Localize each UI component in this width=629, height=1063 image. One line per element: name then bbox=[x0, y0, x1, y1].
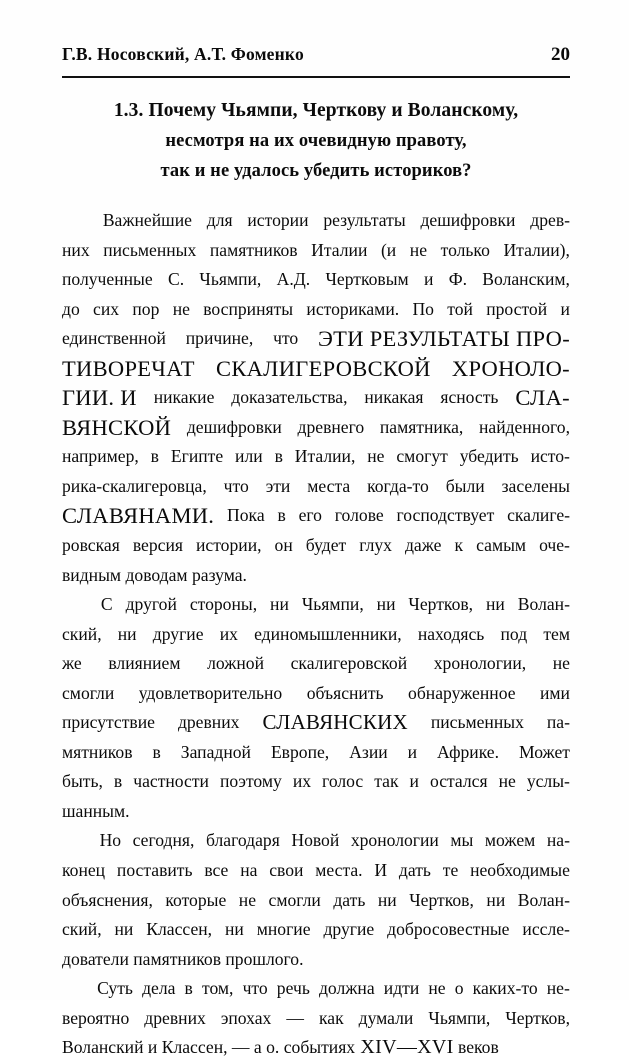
word: пор bbox=[132, 298, 160, 319]
paragraph bbox=[62, 974, 570, 1063]
text-line bbox=[62, 442, 570, 472]
word: мы bbox=[450, 830, 474, 851]
word: ЭТИ РЕЗУЛЬТАТЫ ПРО- bbox=[318, 326, 570, 352]
text-line bbox=[62, 679, 570, 709]
word: ский, bbox=[62, 919, 102, 940]
word: веков bbox=[453, 1037, 499, 1058]
word: памятников bbox=[209, 239, 298, 260]
word: ими bbox=[540, 682, 570, 703]
word: и bbox=[560, 298, 570, 319]
word: СКАЛИГЕРОВСКОЙ bbox=[216, 355, 431, 381]
text-line bbox=[62, 1033, 570, 1063]
word: мятников bbox=[62, 741, 133, 762]
word: Чертков, bbox=[409, 889, 474, 910]
word: — bbox=[227, 1037, 250, 1058]
text-line bbox=[62, 974, 570, 1004]
word: добросовестные bbox=[387, 919, 510, 940]
word: дать bbox=[398, 860, 431, 881]
word: голове bbox=[334, 505, 384, 526]
word: Но bbox=[99, 830, 122, 851]
word: о. событиях bbox=[261, 1037, 356, 1058]
word: необходимые bbox=[470, 860, 570, 881]
text-line bbox=[62, 1004, 570, 1034]
word: памятника, bbox=[379, 416, 464, 437]
word: не- bbox=[546, 978, 570, 999]
word: никакие bbox=[153, 387, 215, 408]
word: скалигеровской bbox=[290, 653, 408, 674]
word: ГИИ. И bbox=[62, 385, 137, 411]
word: шанным. bbox=[62, 800, 130, 821]
word: той bbox=[447, 298, 473, 319]
word: их bbox=[219, 623, 238, 644]
word: ровская bbox=[62, 535, 120, 556]
word: конец bbox=[62, 860, 106, 881]
word: Западной bbox=[180, 741, 251, 762]
word: хронологии, bbox=[433, 653, 527, 674]
word: в bbox=[150, 446, 159, 467]
word: древних bbox=[177, 712, 240, 733]
text-line bbox=[62, 501, 570, 531]
paragraph bbox=[62, 826, 570, 974]
word: быть, bbox=[62, 771, 103, 792]
word: По bbox=[412, 298, 434, 319]
word: Чертковым bbox=[325, 269, 409, 290]
word: многие bbox=[256, 919, 311, 940]
word: доказательства, bbox=[231, 387, 348, 408]
word: результаты bbox=[323, 210, 406, 230]
word: С bbox=[100, 594, 113, 615]
word: Европе, bbox=[270, 741, 330, 762]
word: речь bbox=[276, 978, 310, 999]
text-line bbox=[62, 354, 570, 384]
word: другие bbox=[323, 919, 375, 940]
word: поставить bbox=[116, 860, 193, 881]
word: все bbox=[204, 860, 229, 881]
word: даже bbox=[404, 535, 442, 556]
word: ни bbox=[117, 623, 137, 644]
word: остался bbox=[429, 771, 488, 792]
word: истории, bbox=[196, 535, 262, 556]
word: удовлетворительно bbox=[138, 682, 283, 703]
word: Воланским, bbox=[482, 269, 570, 290]
word: скалиге- bbox=[507, 505, 570, 526]
indent-space bbox=[62, 974, 88, 1004]
word: не bbox=[552, 653, 570, 674]
word: том, bbox=[201, 978, 234, 999]
indent-space bbox=[62, 590, 88, 620]
word: XIV—XVI bbox=[355, 1036, 454, 1059]
word: единственной bbox=[62, 328, 166, 349]
word: тем bbox=[543, 623, 570, 644]
word: благодаря bbox=[205, 830, 280, 851]
word: СЛА- bbox=[515, 385, 570, 411]
word: каких-то bbox=[472, 978, 538, 999]
word: смогли bbox=[268, 889, 321, 910]
text-line bbox=[62, 945, 570, 975]
word: па- bbox=[546, 712, 570, 733]
section-heading-line-1: 1.3. Почему Чьямпи, Черткову и Воланскому, bbox=[113, 100, 519, 121]
word: — bbox=[286, 1007, 304, 1028]
word: дать bbox=[333, 889, 366, 910]
word: ни bbox=[114, 919, 134, 940]
word: когда-то bbox=[367, 475, 429, 496]
word: будет bbox=[305, 535, 347, 556]
word: в bbox=[184, 978, 193, 999]
word: можем bbox=[484, 830, 536, 851]
word: письменных bbox=[430, 712, 524, 733]
word: же bbox=[62, 653, 82, 674]
word: объяснения, bbox=[62, 889, 153, 910]
word: полученные bbox=[62, 269, 153, 290]
word: истории bbox=[247, 210, 309, 230]
word: думали bbox=[358, 1007, 414, 1028]
text-line bbox=[62, 265, 570, 295]
word: ни bbox=[486, 889, 506, 910]
word: в bbox=[277, 505, 286, 526]
word: Важнейшие bbox=[102, 210, 192, 230]
text-line bbox=[62, 649, 570, 679]
text-line bbox=[62, 324, 570, 354]
word: ТИВОРЕЧАТ bbox=[62, 355, 195, 381]
word: С. bbox=[167, 269, 185, 290]
word: услы- bbox=[526, 771, 570, 792]
word: о bbox=[454, 978, 464, 999]
word: другие bbox=[152, 623, 204, 644]
word: восприняты bbox=[203, 298, 294, 319]
word: стороны, bbox=[189, 594, 258, 615]
word: другой bbox=[125, 594, 177, 615]
word: заселены bbox=[501, 475, 570, 496]
text-line bbox=[62, 295, 570, 325]
word: не bbox=[238, 889, 257, 910]
indent-space bbox=[62, 826, 88, 856]
word: должна bbox=[318, 978, 375, 999]
word: не bbox=[428, 978, 446, 999]
word: Италии bbox=[311, 239, 368, 260]
word: только bbox=[440, 239, 490, 260]
text-line bbox=[62, 856, 570, 886]
text-line bbox=[62, 620, 570, 650]
word: ни bbox=[377, 889, 397, 910]
word: Воланский bbox=[62, 1037, 144, 1058]
indent-space bbox=[62, 206, 88, 236]
word: и bbox=[409, 771, 419, 792]
word: видным доводам разума. bbox=[62, 564, 247, 585]
word: А.Д. bbox=[276, 269, 311, 290]
word: и bbox=[143, 1037, 158, 1058]
text-line bbox=[62, 413, 570, 443]
word: древнего bbox=[297, 416, 365, 437]
word: убедить bbox=[459, 446, 519, 467]
word: в bbox=[113, 771, 123, 792]
section-heading-line-3: так и не удалось убедить историков? bbox=[160, 161, 472, 181]
text-line bbox=[62, 206, 570, 236]
word: которые bbox=[165, 889, 227, 910]
word: дешифровки bbox=[186, 416, 282, 437]
word: рика-скалигеровца, bbox=[62, 475, 207, 496]
word: сегодня, bbox=[132, 830, 195, 851]
word: он bbox=[274, 535, 293, 556]
word: Чьямпи, bbox=[199, 269, 262, 290]
word: Классен, bbox=[146, 919, 213, 940]
word: в bbox=[274, 446, 283, 467]
word: или bbox=[235, 446, 263, 467]
word: и bbox=[407, 741, 418, 762]
word: СЛАВЯНАМИ. bbox=[62, 503, 215, 529]
word: глух bbox=[359, 535, 392, 556]
word: найденного, bbox=[478, 416, 570, 437]
word: историками. bbox=[306, 298, 400, 319]
word: что bbox=[223, 475, 249, 496]
text-line bbox=[62, 886, 570, 916]
paragraph bbox=[62, 206, 570, 590]
word: Классен, bbox=[157, 1037, 228, 1058]
word: Египте bbox=[170, 446, 224, 467]
word: исто- bbox=[530, 446, 570, 467]
word: голос bbox=[322, 771, 364, 792]
word: Чьямпи, bbox=[301, 594, 364, 615]
word: как bbox=[318, 1007, 344, 1028]
text-line bbox=[62, 915, 570, 945]
word: оче- bbox=[539, 535, 570, 556]
paragraph bbox=[62, 590, 570, 826]
word: СЛАВЯНСКИХ bbox=[262, 710, 408, 735]
word: вероятно bbox=[62, 1007, 130, 1028]
word: иссле- bbox=[522, 919, 570, 940]
word: что bbox=[273, 328, 299, 349]
word: те bbox=[442, 860, 459, 881]
text-line bbox=[62, 561, 570, 591]
word: версия bbox=[132, 535, 183, 556]
word: Африке. bbox=[437, 741, 500, 762]
word: не bbox=[172, 298, 190, 319]
word: Чертков, bbox=[505, 1007, 570, 1028]
word: дела bbox=[142, 978, 176, 999]
word: были bbox=[445, 475, 485, 496]
word: Волан- bbox=[517, 594, 570, 615]
word: эти bbox=[265, 475, 291, 496]
word: места bbox=[307, 475, 351, 496]
word: никакая bbox=[364, 387, 424, 408]
word: Новой bbox=[291, 830, 340, 851]
word: эпохах bbox=[220, 1007, 272, 1028]
word: Азии bbox=[349, 741, 388, 762]
word: ни bbox=[486, 594, 505, 615]
word: дешифровки bbox=[420, 210, 516, 230]
header-authors: Г.В. Носовский, А.Т. Фоменко bbox=[62, 44, 304, 64]
body-text bbox=[62, 206, 570, 1063]
word: его bbox=[298, 505, 322, 526]
text-line bbox=[62, 826, 570, 856]
word: их bbox=[292, 771, 312, 792]
word: Суть bbox=[97, 978, 133, 999]
text-line bbox=[62, 797, 570, 827]
word: письменных bbox=[103, 239, 197, 260]
word: древних bbox=[144, 1007, 206, 1028]
header-rule bbox=[62, 76, 570, 78]
word: ни bbox=[376, 594, 396, 615]
text-line bbox=[62, 767, 570, 797]
text-line bbox=[62, 472, 570, 502]
text-line bbox=[62, 708, 570, 738]
word: Чертков, bbox=[408, 594, 474, 615]
word: ский, bbox=[62, 623, 102, 644]
word: дователи памятников прошлого. bbox=[62, 948, 304, 969]
word: под bbox=[500, 623, 528, 644]
text-line bbox=[62, 236, 570, 266]
word: И bbox=[374, 860, 388, 881]
word: так bbox=[374, 771, 399, 792]
word: на- bbox=[546, 830, 570, 851]
word: ложной bbox=[207, 653, 265, 674]
word: них bbox=[62, 239, 90, 260]
word: идти bbox=[383, 978, 420, 999]
word: Может bbox=[518, 741, 570, 762]
word: объяснить bbox=[306, 682, 384, 703]
word: что bbox=[242, 978, 268, 999]
word: в bbox=[152, 741, 161, 762]
word: господствует bbox=[396, 505, 495, 526]
word: смогли bbox=[62, 682, 115, 703]
section-heading-line-2: несмотря на их очевидную правоту, bbox=[165, 131, 467, 151]
word: влиянием bbox=[108, 653, 181, 674]
word: ХРОНОЛО- bbox=[451, 355, 570, 381]
word: находясь bbox=[417, 623, 485, 644]
word: к bbox=[454, 535, 464, 556]
word: не bbox=[498, 771, 516, 792]
word: ни bbox=[270, 594, 289, 615]
word: (и bbox=[380, 239, 397, 260]
word: например, bbox=[62, 446, 139, 467]
word: и bbox=[423, 269, 434, 290]
page-number: 20 bbox=[551, 44, 570, 65]
word: не bbox=[367, 446, 385, 467]
word: Чьямпи, bbox=[428, 1007, 491, 1028]
word: Италии), bbox=[503, 239, 570, 260]
word: поэтому bbox=[219, 771, 282, 792]
word: для bbox=[206, 210, 233, 230]
word: а bbox=[249, 1037, 262, 1058]
word: смогут bbox=[396, 446, 448, 467]
word: причине, bbox=[185, 328, 254, 349]
word: Пока bbox=[227, 505, 265, 526]
word: до bbox=[62, 298, 80, 319]
word: ни bbox=[224, 919, 244, 940]
word: единомышленники, bbox=[254, 623, 402, 644]
word: древ- bbox=[530, 210, 570, 230]
word: не bbox=[409, 239, 428, 260]
word: присутствие bbox=[62, 712, 155, 733]
word: Волан- bbox=[517, 889, 570, 910]
text-line bbox=[62, 590, 570, 620]
running-header bbox=[62, 44, 570, 66]
word: обнаруженное bbox=[408, 682, 516, 703]
word: сих bbox=[93, 298, 120, 319]
text-line bbox=[62, 531, 570, 561]
text-line bbox=[62, 383, 570, 413]
word: места. bbox=[315, 860, 363, 881]
word: ясность bbox=[440, 387, 499, 408]
word: частности bbox=[133, 771, 209, 792]
word: ВЯНСКОЙ bbox=[62, 414, 172, 440]
section-heading bbox=[62, 96, 570, 186]
word: Италии, bbox=[294, 446, 356, 467]
word: Ф. bbox=[448, 269, 467, 290]
word: самым bbox=[476, 535, 527, 556]
word: простой bbox=[486, 298, 548, 319]
word: на bbox=[240, 860, 258, 881]
word: свои bbox=[269, 860, 304, 881]
text-line bbox=[62, 738, 570, 768]
word: хронологии bbox=[350, 830, 439, 851]
